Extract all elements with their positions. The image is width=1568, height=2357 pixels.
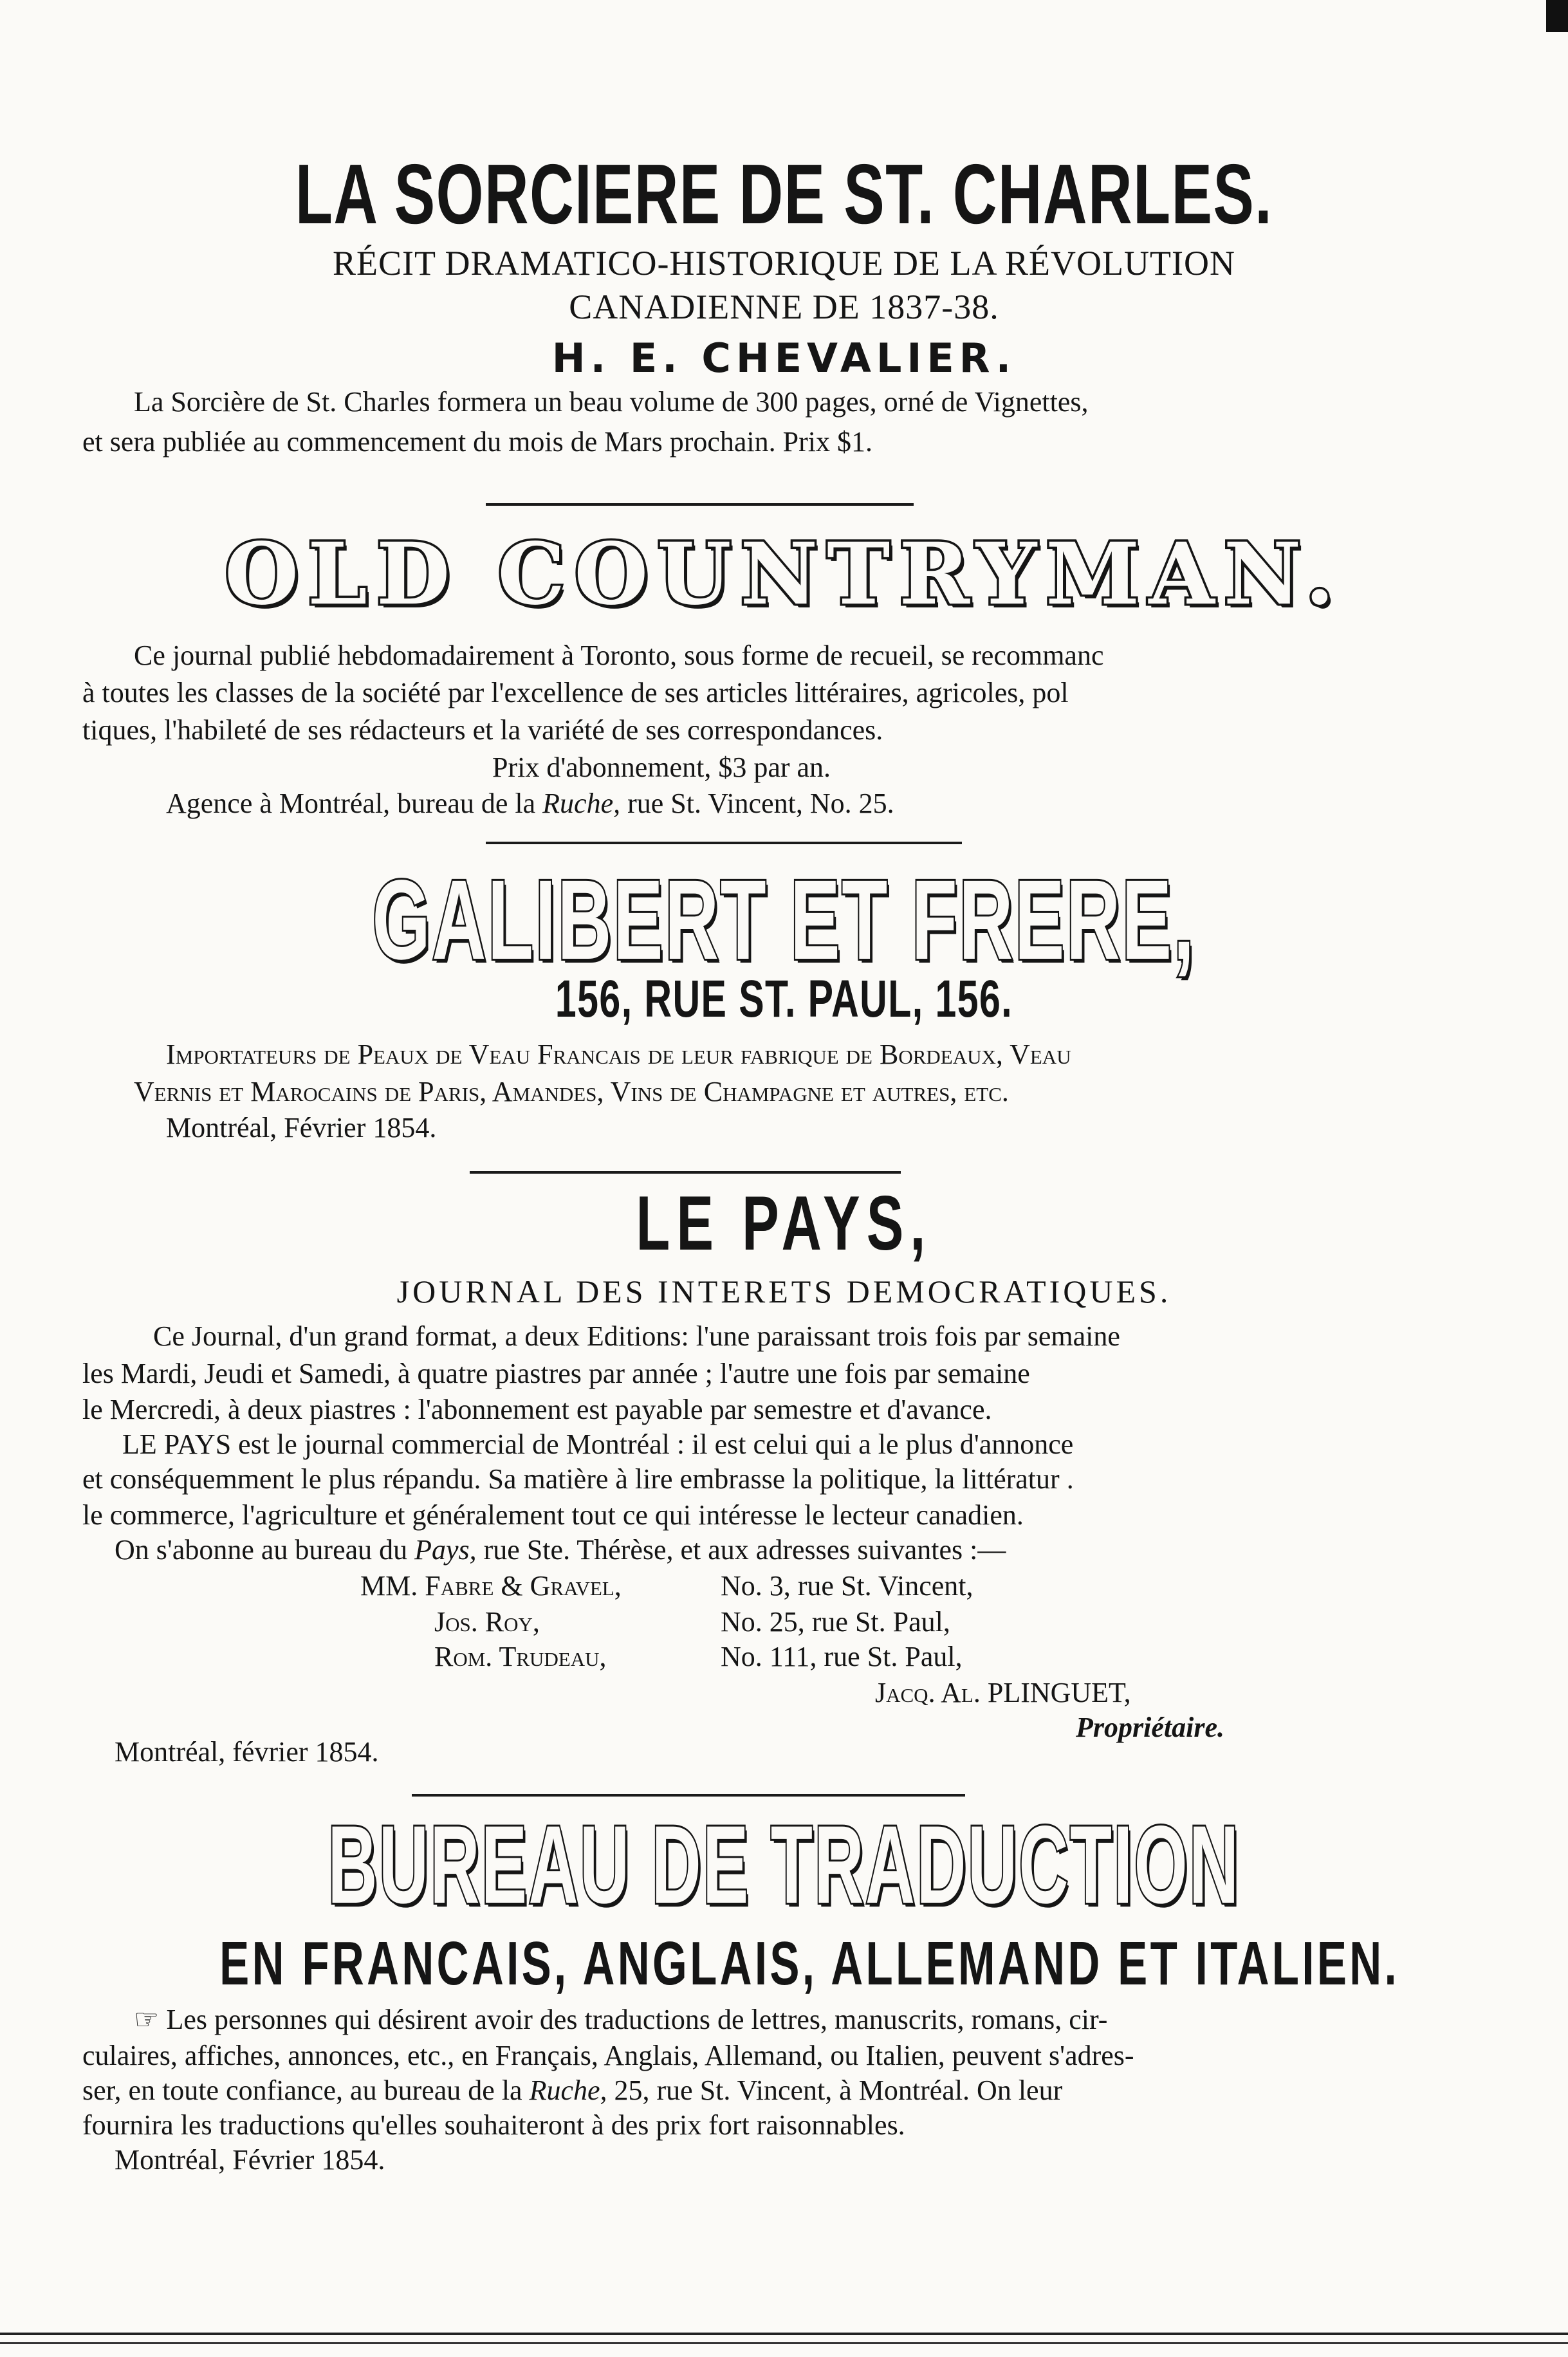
- pays-addr-1-name: MM. Fabre & Gravel,: [360, 1570, 622, 1602]
- divider-3: [470, 1171, 901, 1174]
- divider-4: [412, 1794, 965, 1797]
- bureau-subtitle: EN FRANCAIS, ANGLAIS, ALLEMAND ET ITALIEN.: [219, 1929, 1400, 1998]
- galibert-line-2: Vernis et Marocains de Paris, Amandes, Vins de Champagne et autres, etc.: [134, 1076, 1009, 1107]
- pays-line-5: et conséquemment le plus répandu. Sa matière à lire embrasse la politique, la littératur .: [82, 1463, 1074, 1495]
- pays-addr-1-loc: No. 3, rue St. Vincent,: [721, 1570, 973, 1602]
- bureau-line-5: Montréal, Février 1854.: [115, 2144, 385, 2176]
- scan-bottom-edge-2: [0, 2342, 1568, 2344]
- scan-edge-mark: [1546, 0, 1568, 32]
- bureau-line-2: culaires, affiches, annonces, etc., en Français, Anglais, Allemand, ou Italien, peuvent s'adres-: [82, 2040, 1134, 2071]
- pays-line-4: LE PAYS est le journal commercial de Montréal : il est celui qui a le plus d'annonce: [122, 1428, 1074, 1460]
- pays-date: Montréal, février 1854.: [115, 1736, 379, 1768]
- pays-addr-3-name: Rom. Trudeau,: [434, 1641, 607, 1672]
- pays-proprietor-title: Propriétaire.: [1076, 1712, 1224, 1743]
- pays-subtitle: JOURNAL DES INTERETS DEMOCRATIQUES.: [396, 1273, 1172, 1309]
- pays-line-7: On s'abonne au bureau du Pays, rue Ste. Thérèse, et aux adresses suivantes :—: [115, 1534, 1006, 1566]
- sorciere-title: LA SORCIERE DE ST. CHARLES.: [295, 147, 1273, 241]
- pointing-hand-icon: ☞: [134, 2003, 160, 2036]
- galibert-title: GALIBERT ET FRERE,: [372, 857, 1196, 983]
- bureau-title: BUREAU DE TRADUCTION: [327, 1803, 1241, 1927]
- galibert-address: 156, RUE ST. PAUL, 156.: [555, 970, 1013, 1028]
- sorciere-author: H. E. CHEVALIER.: [551, 335, 1017, 382]
- pays-addr-2-loc: No. 25, rue St. Paul,: [721, 1606, 950, 1638]
- scan-bottom-edge: [0, 2333, 1568, 2335]
- pays-title: LE PAYS,: [636, 1180, 932, 1266]
- galibert-line-3: Montréal, Février 1854.: [166, 1112, 437, 1143]
- pays-line-6: le commerce, l'agriculture et généralement tout ce qui intéresse le lecteur canadien.: [82, 1499, 1024, 1531]
- pays-line-2: les Mardi, Jeudi et Samedi, à quatre piastres par année ; l'autre une fois par semaine: [82, 1358, 1030, 1389]
- countryman-title: OLD COUNTRYMAN.: [225, 524, 1343, 624]
- sorciere-subtitle-1: RÉCIT DRAMATICO-HISTORIQUE DE LA RÉVOLUTION: [333, 244, 1235, 282]
- bureau-line-3: ser, en toute confiance, au bureau de la Ruche, 25, rue St. Vincent, à Montréal. On leur: [82, 2075, 1063, 2106]
- divider-2: [486, 842, 962, 844]
- sorciere-ad: [0, 149, 1568, 239]
- divider-1: [486, 503, 914, 506]
- pays-line-3: le Mercredi, à deux piastres : l'abonnement est payable par semestre et d'avance.: [82, 1394, 992, 1425]
- countryman-line-2: à toutes les classes de la société par l'excellence de ses articles littéraires, agricoles, pol: [82, 677, 1069, 708]
- bureau-line-4: fournira les traductions qu'elles souhaiteront à des prix fort raisonnables.: [82, 2109, 905, 2141]
- countryman-line-3: tiques, l'habileté de ses rédacteurs et la variété de ses correspondances.: [82, 714, 883, 746]
- countryman-line-4: Prix d'abonnement, $3 par an.: [492, 752, 831, 783]
- pays-addr-2-name: Jos. Roy,: [434, 1606, 540, 1638]
- sorciere-line-1: La Sorcière de St. Charles formera un beau volume de 300 pages, orné de Vignettes,: [134, 386, 1089, 418]
- pays-addr-3-loc: No. 111, rue St. Paul,: [721, 1641, 963, 1672]
- pays-line-1: Ce Journal, d'un grand format, a deux Editions: l'une paraissant trois fois par semaine: [153, 1320, 1120, 1352]
- countryman-line-5: Agence à Montréal, bureau de la Ruche, rue St. Vincent, No. 25.: [166, 788, 894, 819]
- countryman-line-1: Ce journal publié hebdomadairement à Toronto, sous forme de recueil, se recommanc: [134, 640, 1104, 671]
- pays-proprietor: Jacq. Al. PLINGUET,: [875, 1677, 1131, 1708]
- bureau-line-1: ☞ Les personnes qui désirent avoir des traductions de lettres, manuscrits, romans, cir-: [134, 2003, 1108, 2036]
- sorciere-line-2: et sera publiée au commencement du mois de Mars prochain. Prix $1.: [82, 426, 872, 458]
- sorciere-subtitle-2: CANADIENNE DE 1837-38.: [569, 288, 999, 326]
- galibert-line-1: Importateurs de Peaux de Veau Francais de leur fabrique de Bordeaux, Veau: [166, 1039, 1071, 1070]
